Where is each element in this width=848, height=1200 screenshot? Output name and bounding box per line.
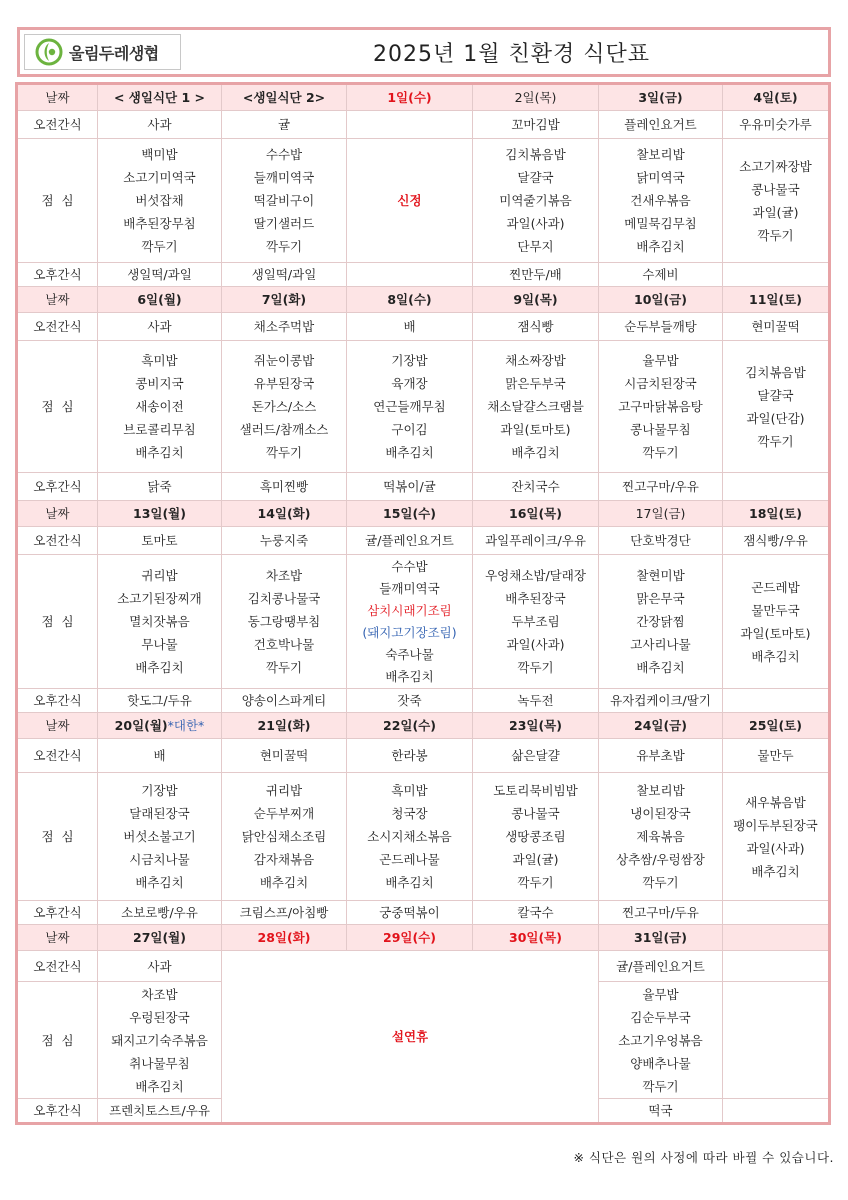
menu-cell: 수제비 (599, 263, 723, 287)
date-cell: 3일(금) (599, 85, 723, 111)
date-cell: 16일(목) (473, 501, 599, 527)
menu-cell: 소보로빵/우유 (98, 901, 222, 925)
am-label: 오전간식 (18, 951, 98, 982)
logo-icon (35, 38, 63, 66)
date-cell: 8일(수) (347, 287, 473, 313)
menu-cell: 귤/플레인요거트 (599, 951, 723, 982)
menu-cell: 단호박경단 (599, 527, 723, 555)
lunch-row (18, 773, 829, 901)
menu-cell: 플레인요거트 (599, 111, 723, 139)
date-cell: 14일(화) (222, 501, 347, 527)
lunch-cell (723, 982, 829, 1099)
menu-cell: 잔치국수 (473, 473, 599, 501)
am-snack-row (18, 527, 829, 555)
date-cell: < 생일식단 1 > (98, 85, 222, 111)
date-cell: 13일(월) (98, 501, 222, 527)
am-label: 오전간식 (18, 313, 98, 341)
lunch-cell: 찰보리밥 냉이된장국 제육볶음 상추쌈/우렁쌈장 깍두기 (599, 773, 723, 901)
menu-cell: 잼식빵/우유 (723, 527, 829, 555)
lunch-cell: 기장밥 육개장 연근들깨무침 구이김 배추김치 (347, 341, 473, 473)
date-row (18, 287, 829, 313)
date-cell: 11일(토) (723, 287, 829, 313)
pm-label: 오후간식 (18, 901, 98, 925)
lunch-cell: 채소짜장밥 맑은두부국 채소달걀스크램블 과일(토마토) 배추김치 (473, 341, 599, 473)
menu-cell: 과일푸레이크/우유 (473, 527, 599, 555)
date-label: 날짜 (18, 713, 98, 739)
menu-cell (723, 263, 829, 287)
am-label: 오전간식 (18, 739, 98, 773)
lunch-cell: 차조밥 우렁된장국 돼지고기숙주볶음 취나물무침 배추김치 (98, 982, 222, 1099)
logo-text: 울림두레생협 (69, 43, 159, 63)
menu-cell: 생일떡/과일 (222, 263, 347, 287)
date-row (18, 713, 829, 739)
menu-cell (347, 263, 473, 287)
menu-cell: 잼식빵 (473, 313, 599, 341)
lunch-cell: 쥐눈이콩밥 유부된장국 돈가스/소스 샐러드/참깨소스 깍두기 (222, 341, 347, 473)
lunch-cell: 곤드레밥 물만두국 과일(토마토) 배추김치 (723, 555, 829, 689)
date-cell: 27일(월) (98, 925, 222, 951)
menu-cell: 흑미찐빵 (222, 473, 347, 501)
menu-cell (347, 111, 473, 139)
menu-cell: 닭죽 (98, 473, 222, 501)
lunch-cell: 찰현미밥 맑은무국 간장닭찜 고사리나물 배추김치 (599, 555, 723, 689)
date-cell: 15일(수) (347, 501, 473, 527)
date-cell: 22일(수) (347, 713, 473, 739)
menu-cell: 찐고구마/두유 (599, 901, 723, 925)
date-cell: 7일(화) (222, 287, 347, 313)
date-cell: 4일(토) (723, 85, 829, 111)
menu-cell: 물만두 (723, 739, 829, 773)
menu-cell (723, 1099, 829, 1123)
menu-cell: 순두부들깨탕 (599, 313, 723, 341)
pm-snack-row (18, 473, 829, 501)
date-cell: 24일(금) (599, 713, 723, 739)
logo (24, 34, 181, 70)
menu-cell: 채소주먹밥 (222, 313, 347, 341)
menu-cell: 사과 (98, 111, 222, 139)
date-cell: 9일(목) (473, 287, 599, 313)
am-label: 오전간식 (18, 111, 98, 139)
menu-cell: 크림스프/아침빵 (222, 901, 347, 925)
menu-cell: 칼국수 (473, 901, 599, 925)
menu-cell: 누룽지죽 (222, 527, 347, 555)
lunch-cell: 귀리밥 소고기된장찌개 멸치잣볶음 무나물 배추김치 (98, 555, 222, 689)
menu-cell: 사과 (98, 951, 222, 982)
menu-cell: 귤/플레인요거트 (347, 527, 473, 555)
menu-cell: 양송이스파게티 (222, 689, 347, 713)
menu-cell: 현미꿀떡 (723, 313, 829, 341)
date-cell: 1일(수) (347, 85, 473, 111)
lunch-cell: 율무밥 김순두부국 소고기우엉볶음 양배추나물 깍두기 (599, 982, 723, 1099)
lunch-cell: 기장밥 달래된장국 버섯소불고기 시금치나물 배추김치 (98, 773, 222, 901)
date-label: 날짜 (18, 925, 98, 951)
lunch-cell: 새우볶음밥 팽이두부된장국 과일(사과) 배추김치 (723, 773, 829, 901)
menu-cell (723, 473, 829, 501)
menu-cell: 찐고구마/우유 (599, 473, 723, 501)
lunch-cell: 백미밥 소고기미역국 버섯잡채 배추된장무침 깍두기 (98, 139, 222, 263)
date-cell: 18일(토) (723, 501, 829, 527)
menu-cell: 유부초밥 (599, 739, 723, 773)
lunch-cell: 흑미밥 콩비지국 새송이전 브로콜리무침 배추김치 (98, 341, 222, 473)
menu-cell: 떡볶이/귤 (347, 473, 473, 501)
lunch-cell: 김치볶음밥 달걀국 과일(단감) 깍두기 (723, 341, 829, 473)
am-snack-row (18, 313, 829, 341)
lunch-cell: 율무밥 시금치된장국 고구마닭볶음탕 콩나물무침 깍두기 (599, 341, 723, 473)
menu-table (17, 84, 829, 1123)
lunch-cell: 소고기짜장밥 콩나물국 과일(귤) 깍두기 (723, 139, 829, 263)
date-cell: 20일(월)*대한* (98, 713, 222, 739)
page-title: 2025년 1월 친환경 식단표 (373, 41, 650, 67)
date-label: 날짜 (18, 85, 98, 111)
holiday-cell: 신정 (347, 139, 473, 263)
lunch-cell: 도토리묵비빔밥 콩나물국 생땅콩조림 과일(귤) 깍두기 (473, 773, 599, 901)
date-cell: 29일(수) (347, 925, 473, 951)
lunch-cell: 귀리밥 순두부찌개 닭안심채소조림 감자채볶음 배추김치 (222, 773, 347, 901)
date-label: 날짜 (18, 501, 98, 527)
pm-label: 오후간식 (18, 263, 98, 287)
menu-cell: 현미꿀떡 (222, 739, 347, 773)
menu-cell (723, 689, 829, 713)
menu-cell: 귤 (222, 111, 347, 139)
menu-cell: 찐만두/배 (473, 263, 599, 287)
lunch-cell: 흑미밥 청국장 소시지채소볶음 곤드레나물 배추김치 (347, 773, 473, 901)
menu-cell: 유자컵케이크/딸기 (599, 689, 723, 713)
date-cell: 31일(금) (599, 925, 723, 951)
date-cell: 17일(금) (599, 501, 723, 527)
pm-label: 오후간식 (18, 689, 98, 713)
lunch-cell: 수수밥 들깨미역국 삼치시래기조림 (돼지고기장조림) 숙주나물 배추김치 (347, 555, 473, 689)
lunch-cell: 김치볶음밥 달걀국 미역줄기볶음 과일(사과) 단무지 (473, 139, 599, 263)
menu-cell: 배 (98, 739, 222, 773)
am-snack-row (18, 739, 829, 773)
menu-cell (723, 951, 829, 982)
menu-cell: 우유미숫가루 (723, 111, 829, 139)
menu-cell: 잣죽 (347, 689, 473, 713)
holiday-cell: 설연휴 (222, 951, 599, 1123)
lunch-label: 점 심 (18, 982, 98, 1099)
lunch-label: 점 심 (18, 555, 98, 689)
date-row (18, 85, 829, 111)
date-cell: 6일(월) (98, 287, 222, 313)
lunch-cell: 찰보리밥 닭미역국 건새우볶음 메밀묵김무침 배추김치 (599, 139, 723, 263)
menu-cell: 떡국 (599, 1099, 723, 1123)
date-cell: 10일(금) (599, 287, 723, 313)
lunch-row (18, 341, 829, 473)
pm-label: 오후간식 (18, 1099, 98, 1123)
date-row (18, 925, 829, 951)
date-cell: 30일(목) (473, 925, 599, 951)
date-cell: 23일(목) (473, 713, 599, 739)
lunch-cell: 우엉채소밥/달래장 배추된장국 두부조림 과일(사과) 깍두기 (473, 555, 599, 689)
lunch-label: 점 심 (18, 139, 98, 263)
date-cell: <생일식단 2> (222, 85, 347, 111)
pm-snack-row (18, 263, 829, 287)
lunch-cell: 차조밥 김치콩나물국 동그랑땡부침 건호박나물 깍두기 (222, 555, 347, 689)
menu-cell: 프렌치토스트/우유 (98, 1099, 222, 1123)
menu-cell: 토마토 (98, 527, 222, 555)
date-label: 날짜 (18, 287, 98, 313)
pm-snack-row (18, 901, 829, 925)
lunch-row (18, 555, 829, 689)
menu-cell: 꼬마김밥 (473, 111, 599, 139)
menu-cell (723, 901, 829, 925)
date-row (18, 501, 829, 527)
lunch-label: 점 심 (18, 773, 98, 901)
lunch-cell: 수수밥 들깨미역국 떡갈비구이 딸기샐러드 깍두기 (222, 139, 347, 263)
footnote: ※ 식단은 원의 사정에 따라 바뀔 수 있습니다. (573, 1150, 834, 1165)
am-snack-row (18, 951, 829, 982)
date-cell: 21일(화) (222, 713, 347, 739)
pm-snack-row (18, 689, 829, 713)
menu-cell: 삶은달걀 (473, 739, 599, 773)
menu-cell: 궁중떡볶이 (347, 901, 473, 925)
am-label: 오전간식 (18, 527, 98, 555)
menu-cell: 사과 (98, 313, 222, 341)
menu-cell: 한라봉 (347, 739, 473, 773)
am-snack-row (18, 111, 829, 139)
date-cell: 28일(화) (222, 925, 347, 951)
date-cell: 25일(토) (723, 713, 829, 739)
menu-cell: 녹두전 (473, 689, 599, 713)
date-cell: 2일(목) (473, 85, 599, 111)
menu-cell: 핫도그/두유 (98, 689, 222, 713)
menu-cell: 배 (347, 313, 473, 341)
pm-label: 오후간식 (18, 473, 98, 501)
menu-cell: 생일떡/과일 (98, 263, 222, 287)
header (17, 27, 831, 77)
date-cell (723, 925, 829, 951)
lunch-row (18, 139, 829, 263)
lunch-label: 점 심 (18, 341, 98, 473)
